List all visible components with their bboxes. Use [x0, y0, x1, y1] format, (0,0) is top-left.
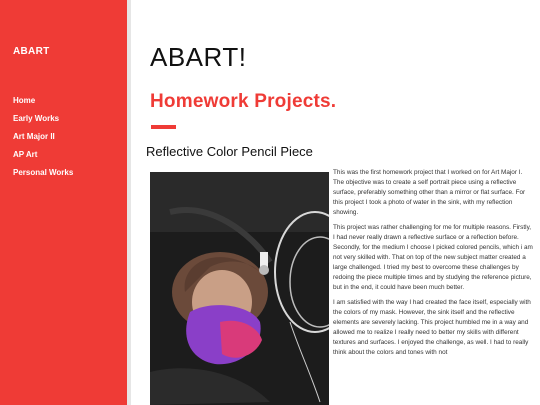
nav-item-art-major-ii[interactable]: Art Major II: [13, 132, 55, 141]
post-paragraph-2: This project was rather challenging for me for multiple reasons. Firstly, I had never really drawn a reflective surface or a reflection before. Secondly, for the medium I choose I picked colored pencils, which i am not very skilled with. That on top of the new subject matter created a large challenged. I tried my best to overcome these challenges by redoing the piece multiple times and by studying the reference picture, but in the end, it could have been much better.: [333, 224, 533, 291]
page-title: ABART!: [150, 42, 247, 72]
post-paragraph-1: This was the first homework project that I worked on for Art Major I. The objective was to create a self portrait piece using a reflective surface, preferably something other than a mirror or flat surface. For this project I took a photo of water in the sink, with my reflection showing.: [333, 169, 526, 216]
nav-item-home[interactable]: Home: [13, 96, 36, 105]
site-title[interactable]: ABART: [13, 46, 50, 57]
nav-item-personal-works[interactable]: Personal Works: [13, 168, 74, 177]
post-paragraph-3: I am satisfied with the way I had created the face itself, especially with the colors of my mask. However, the sink itself and the reflective elements are severely lacking. This project humbled me in a way and allowed me to realize I really need to better my skills with different textures and surfaces. I enjoyed the challenge, as well. I had to really think about the colors and tones with not: [333, 299, 531, 356]
sidebar: [0, 0, 127, 405]
accent-bar: [151, 125, 176, 129]
nav-item-ap-art[interactable]: AP Art: [13, 150, 38, 159]
sidebar-nav: [13, 95, 73, 185]
main-content: [131, 0, 540, 405]
post-body: [333, 168, 533, 363]
nav-item-early-works[interactable]: Early Works: [13, 114, 60, 123]
section-title: Homework Projects.: [150, 91, 337, 112]
artwork-image: [150, 172, 329, 405]
post-title: Reflective Color Pencil Piece: [146, 144, 313, 159]
